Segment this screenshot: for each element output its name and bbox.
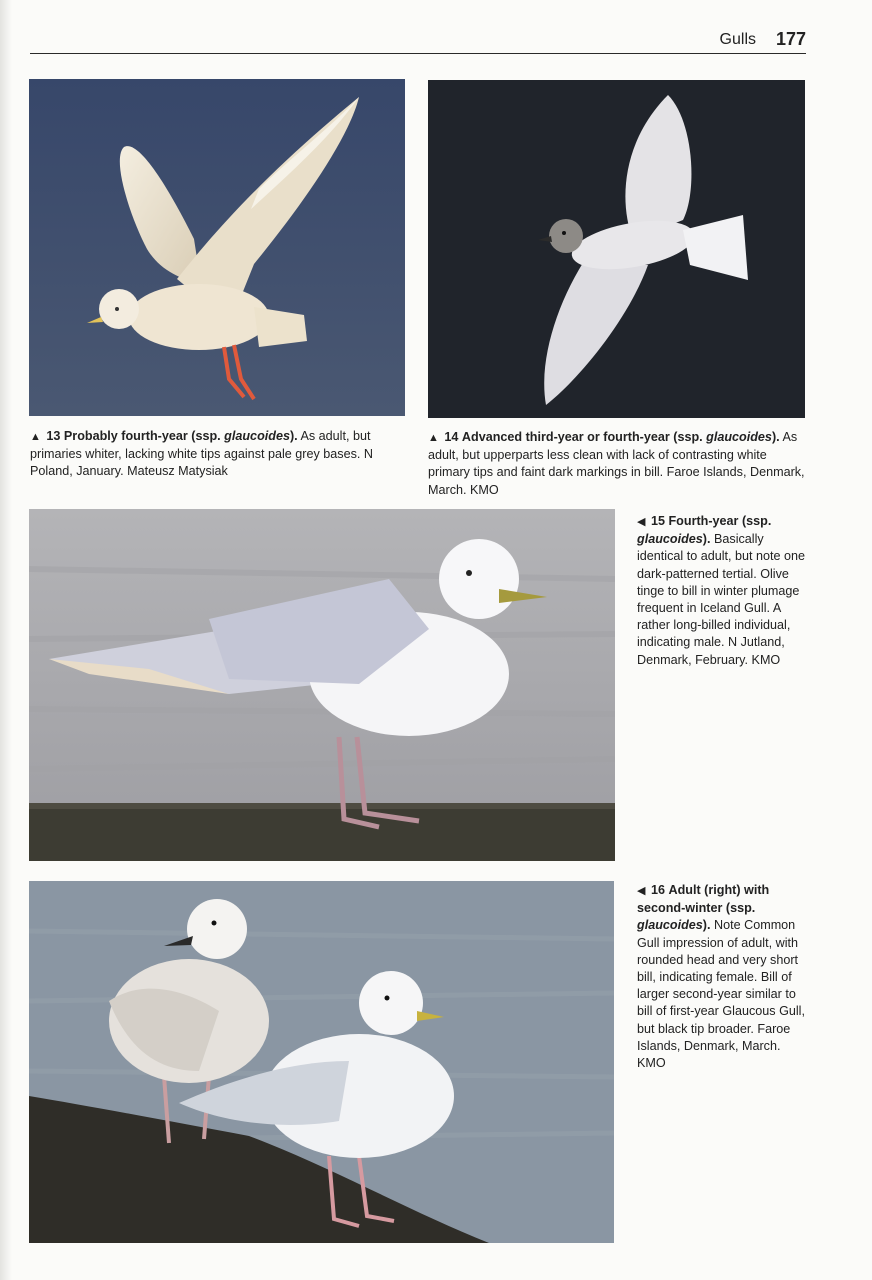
section-title: Gulls [719, 31, 756, 48]
caption-lead: Adult (right) with second-winter (ssp. glaucoides). [637, 883, 770, 933]
page-number: 177 [775, 29, 806, 49]
caption-lead: Advanced third-year or fourth-year (ssp. glaucoides). [461, 430, 780, 444]
photo-13 [29, 79, 405, 416]
page-gutter-shadow [0, 0, 12, 1280]
gull-in-flight-from-above-icon [428, 80, 805, 418]
photo-15 [29, 509, 615, 861]
photo-16 [29, 881, 614, 1243]
caption-arrow-up-icon: ▲ [428, 432, 439, 444]
photo-14 [428, 80, 805, 418]
caption-body: Note Common Gull impression of adult, with rounded head and very short bill, indicating female. Bill of larger second-year similar to bill of first-year Glaucous Gull, but black tip broader. Faroe Islands, Denmark, March. KMO [637, 918, 805, 1071]
caption-14 [428, 429, 806, 499]
caption-lead: Fourth-year (ssp. glaucoides). [637, 514, 772, 547]
caption-number: 15 [650, 514, 665, 528]
caption-15 [637, 513, 807, 669]
caption-arrow-left-icon: ◀ [637, 885, 646, 897]
caption-arrow-up-icon: ▲ [30, 431, 41, 443]
caption-lead: Probably fourth-year (ssp. glaucoides). [63, 429, 298, 443]
caption-arrow-left-icon: ◀ [637, 516, 646, 528]
caption-body: As adult, but upperparts less clean with lack of contrasting white primary tips and faint dark markings in bill. Faroe Islands, Denmark, March. KMO [428, 430, 805, 497]
caption-number: 16 [650, 883, 665, 897]
gull-in-flight-icon [29, 79, 405, 416]
caption-body: As adult, but primaries whiter, lacking white tips against pale grey bases. N Poland, January. Mateusz Matysiak [30, 429, 373, 479]
caption-number: 13 [46, 429, 61, 443]
caption-16 [637, 882, 807, 1072]
running-header [30, 28, 806, 54]
standing-gull-icon [29, 509, 615, 861]
caption-13 [30, 428, 405, 481]
caption-body: Basically identical to adult, but note one dark-patterned tertial. Olive tinge to bill in winter plumage frequent in Iceland Gull. A rather long-billed individual, indicating male. N Jutland, Denmark, February. KMO [637, 532, 806, 667]
caption-number: 14 [444, 430, 459, 444]
two-standing-gulls-icon [29, 881, 614, 1243]
